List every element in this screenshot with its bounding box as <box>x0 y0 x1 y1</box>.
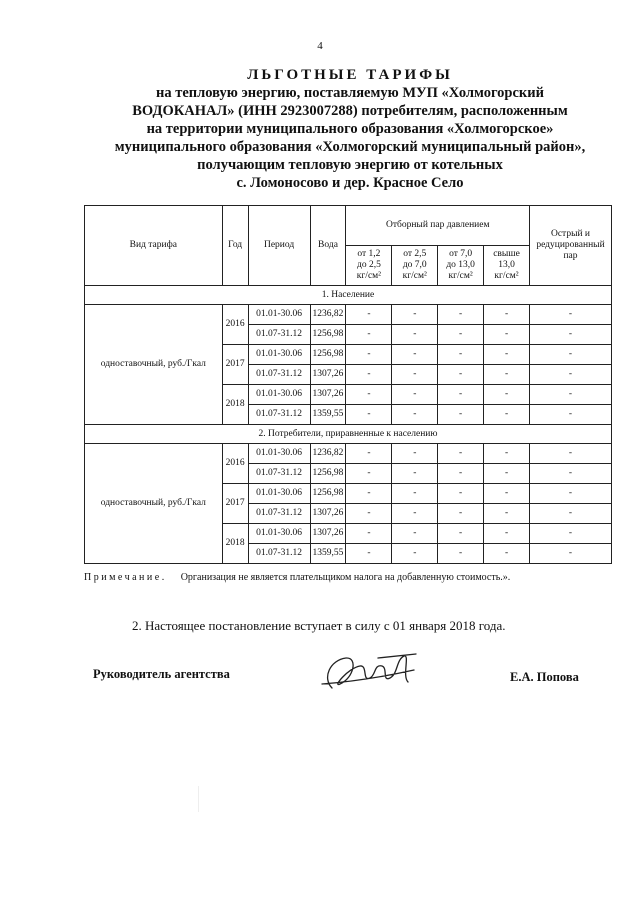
p3-cell: - <box>438 544 484 564</box>
document-title <box>60 66 640 192</box>
p4-cell: - <box>484 345 530 365</box>
p2-cell: - <box>392 305 438 325</box>
p3-cell: - <box>438 325 484 345</box>
table-row <box>85 444 612 464</box>
p1-cell: - <box>346 484 392 504</box>
period-cell: 01.01-30.06 <box>248 305 310 325</box>
title-line: муниципального образования «Холмогорский муниципальный район», <box>114 139 586 155</box>
p2-cell: - <box>392 524 438 544</box>
sharp-cell: - <box>530 365 612 385</box>
sharp-cell: - <box>530 464 612 484</box>
note <box>84 572 604 584</box>
water-cell: 1256,98 <box>310 345 346 365</box>
year-cell: 2016 <box>222 305 248 345</box>
p2-cell: - <box>392 544 438 564</box>
p4-cell: - <box>484 504 530 524</box>
p1-cell: - <box>346 305 392 325</box>
p1-cell: - <box>346 504 392 524</box>
pressure-from: свыше <box>493 249 520 259</box>
signature-image <box>318 648 428 698</box>
p2-cell: - <box>392 405 438 425</box>
p3-cell: - <box>438 345 484 365</box>
sharp-cell: - <box>530 385 612 405</box>
header-pressure-3 <box>438 246 484 286</box>
pressure-unit: кг/см² <box>356 271 382 281</box>
header-period: Период <box>248 206 310 286</box>
sharp-cell: - <box>530 305 612 325</box>
year-cell: 2017 <box>222 484 248 524</box>
p4-cell: - <box>484 544 530 564</box>
period-cell: 01.07-31.12 <box>248 544 310 564</box>
section-title: 2. Потребители, приравненные к населению <box>85 425 612 444</box>
period-cell: 01.01-30.06 <box>248 524 310 544</box>
p1-cell: - <box>346 405 392 425</box>
header-pressure-4 <box>484 246 530 286</box>
period-cell: 01.01-30.06 <box>248 444 310 464</box>
page-number: 4 <box>317 40 323 52</box>
pressure-to: до 2,5 <box>356 260 381 270</box>
sharp-cell: - <box>530 544 612 564</box>
p4-cell: - <box>484 325 530 345</box>
table-row <box>85 305 612 325</box>
title-line: получающим тепловую энергию от котельных <box>197 157 503 173</box>
tariff-type-cell: одноставочный, руб./Гкал <box>85 444 223 564</box>
effective-date-clause: 2. Настоящее постановление вступает в силу с 01 января 2018 года. <box>132 618 506 633</box>
p3-cell: - <box>438 365 484 385</box>
sharp-cell: - <box>530 444 612 464</box>
p1-cell: - <box>346 345 392 365</box>
header-water: Вода <box>310 206 346 286</box>
p1-cell: - <box>346 385 392 405</box>
year-cell: 2016 <box>222 444 248 484</box>
water-cell: 1307,26 <box>310 504 346 524</box>
tariff-table <box>84 205 612 564</box>
title-line: с. Ломоносово и дер. Красное Село <box>236 175 464 191</box>
header-year: Год <box>222 206 248 286</box>
p3-cell: - <box>438 464 484 484</box>
water-cell: 1256,98 <box>310 484 346 504</box>
sharp-cell: - <box>530 345 612 365</box>
p1-cell: - <box>346 544 392 564</box>
p2-cell: - <box>392 325 438 345</box>
period-cell: 01.07-31.12 <box>248 504 310 524</box>
p2-cell: - <box>392 464 438 484</box>
p1-cell: - <box>346 444 392 464</box>
water-cell: 1256,98 <box>310 464 346 484</box>
water-cell: 1307,26 <box>310 385 346 405</box>
period-cell: 01.01-30.06 <box>248 345 310 365</box>
p4-cell: - <box>484 305 530 325</box>
p4-cell: - <box>484 484 530 504</box>
pressure-to: 13,0 <box>498 260 515 270</box>
pressure-unit: кг/см² <box>494 271 519 281</box>
period-cell: 01.01-30.06 <box>248 385 310 405</box>
p3-cell: - <box>438 504 484 524</box>
p2-cell: - <box>392 484 438 504</box>
period-cell: 01.07-31.12 <box>248 365 310 385</box>
p2-cell: - <box>392 444 438 464</box>
p1-cell: - <box>346 365 392 385</box>
sharp-cell: - <box>530 504 612 524</box>
p2-cell: - <box>392 385 438 405</box>
p4-cell: - <box>484 385 530 405</box>
title-line: ВОДОКАНАЛ» (ИНН 2923007288) потребителям, расположенным <box>132 103 568 119</box>
header-selected-steam: Отборный пар давлением <box>346 206 530 246</box>
sharp-cell: - <box>530 325 612 345</box>
water-cell: 1307,26 <box>310 365 346 385</box>
sharp-cell: - <box>530 524 612 544</box>
water-cell: 1359,55 <box>310 405 346 425</box>
p4-cell: - <box>484 444 530 464</box>
sharp-cell: - <box>530 484 612 504</box>
p2-cell: - <box>392 345 438 365</box>
section-title: 1. Население <box>85 286 612 305</box>
water-cell: 1307,26 <box>310 524 346 544</box>
title-line: на тепловую энергию, поставляемую МУП «Холмогорский <box>156 85 544 101</box>
note-text: Организация не является плательщиком налога на добавленную стоимость.». <box>180 572 511 583</box>
pressure-to: до 13,0 <box>446 260 475 270</box>
pressure-unit: кг/см² <box>448 271 473 281</box>
pressure-from: от 1,2 <box>357 249 381 259</box>
pressure-to: до 7,0 <box>402 260 427 270</box>
year-cell: 2018 <box>222 524 248 564</box>
p3-cell: - <box>438 444 484 464</box>
section-row <box>85 425 612 444</box>
header-sharp-steam: Острый и редуцированный пар <box>530 206 612 286</box>
period-cell: 01.07-31.12 <box>248 325 310 345</box>
p3-cell: - <box>438 524 484 544</box>
p4-cell: - <box>484 464 530 484</box>
section-row <box>85 286 612 305</box>
p3-cell: - <box>438 385 484 405</box>
p3-cell: - <box>438 405 484 425</box>
header-tariff-type: Вид тарифа <box>85 206 223 286</box>
pressure-from: от 7,0 <box>449 249 473 259</box>
pressure-unit: кг/см² <box>402 271 427 281</box>
water-cell: 1256,98 <box>310 325 346 345</box>
p1-cell: - <box>346 464 392 484</box>
water-cell: 1359,55 <box>310 544 346 564</box>
signer-name: Е.А. Попова <box>510 670 579 684</box>
water-cell: 1236,82 <box>310 444 346 464</box>
header-pressure-1 <box>346 246 392 286</box>
note-label: Примечание. <box>84 572 167 583</box>
pressure-from: от 2,5 <box>403 249 427 259</box>
water-cell: 1236,82 <box>310 305 346 325</box>
p4-cell: - <box>484 365 530 385</box>
period-cell: 01.07-31.12 <box>248 405 310 425</box>
p2-cell: - <box>392 365 438 385</box>
sharp-cell: - <box>530 405 612 425</box>
p1-cell: - <box>346 524 392 544</box>
p4-cell: - <box>484 405 530 425</box>
p1-cell: - <box>346 325 392 345</box>
signer-title: Руководитель агентства <box>93 667 230 681</box>
period-cell: 01.01-30.06 <box>248 484 310 504</box>
p2-cell: - <box>392 504 438 524</box>
period-cell: 01.07-31.12 <box>248 464 310 484</box>
header-pressure-2 <box>392 246 438 286</box>
p3-cell: - <box>438 305 484 325</box>
p3-cell: - <box>438 484 484 504</box>
title-line: на территории муниципального образования «Холмогорское» <box>146 121 554 137</box>
tariff-type-cell: одноставочный, руб./Гкал <box>85 305 223 425</box>
year-cell: 2018 <box>222 385 248 425</box>
title-heading: ЛЬГОТНЫЕ ТАРИФЫ <box>247 67 453 83</box>
p4-cell: - <box>484 524 530 544</box>
year-cell: 2017 <box>222 345 248 385</box>
scan-artifact <box>198 786 199 812</box>
